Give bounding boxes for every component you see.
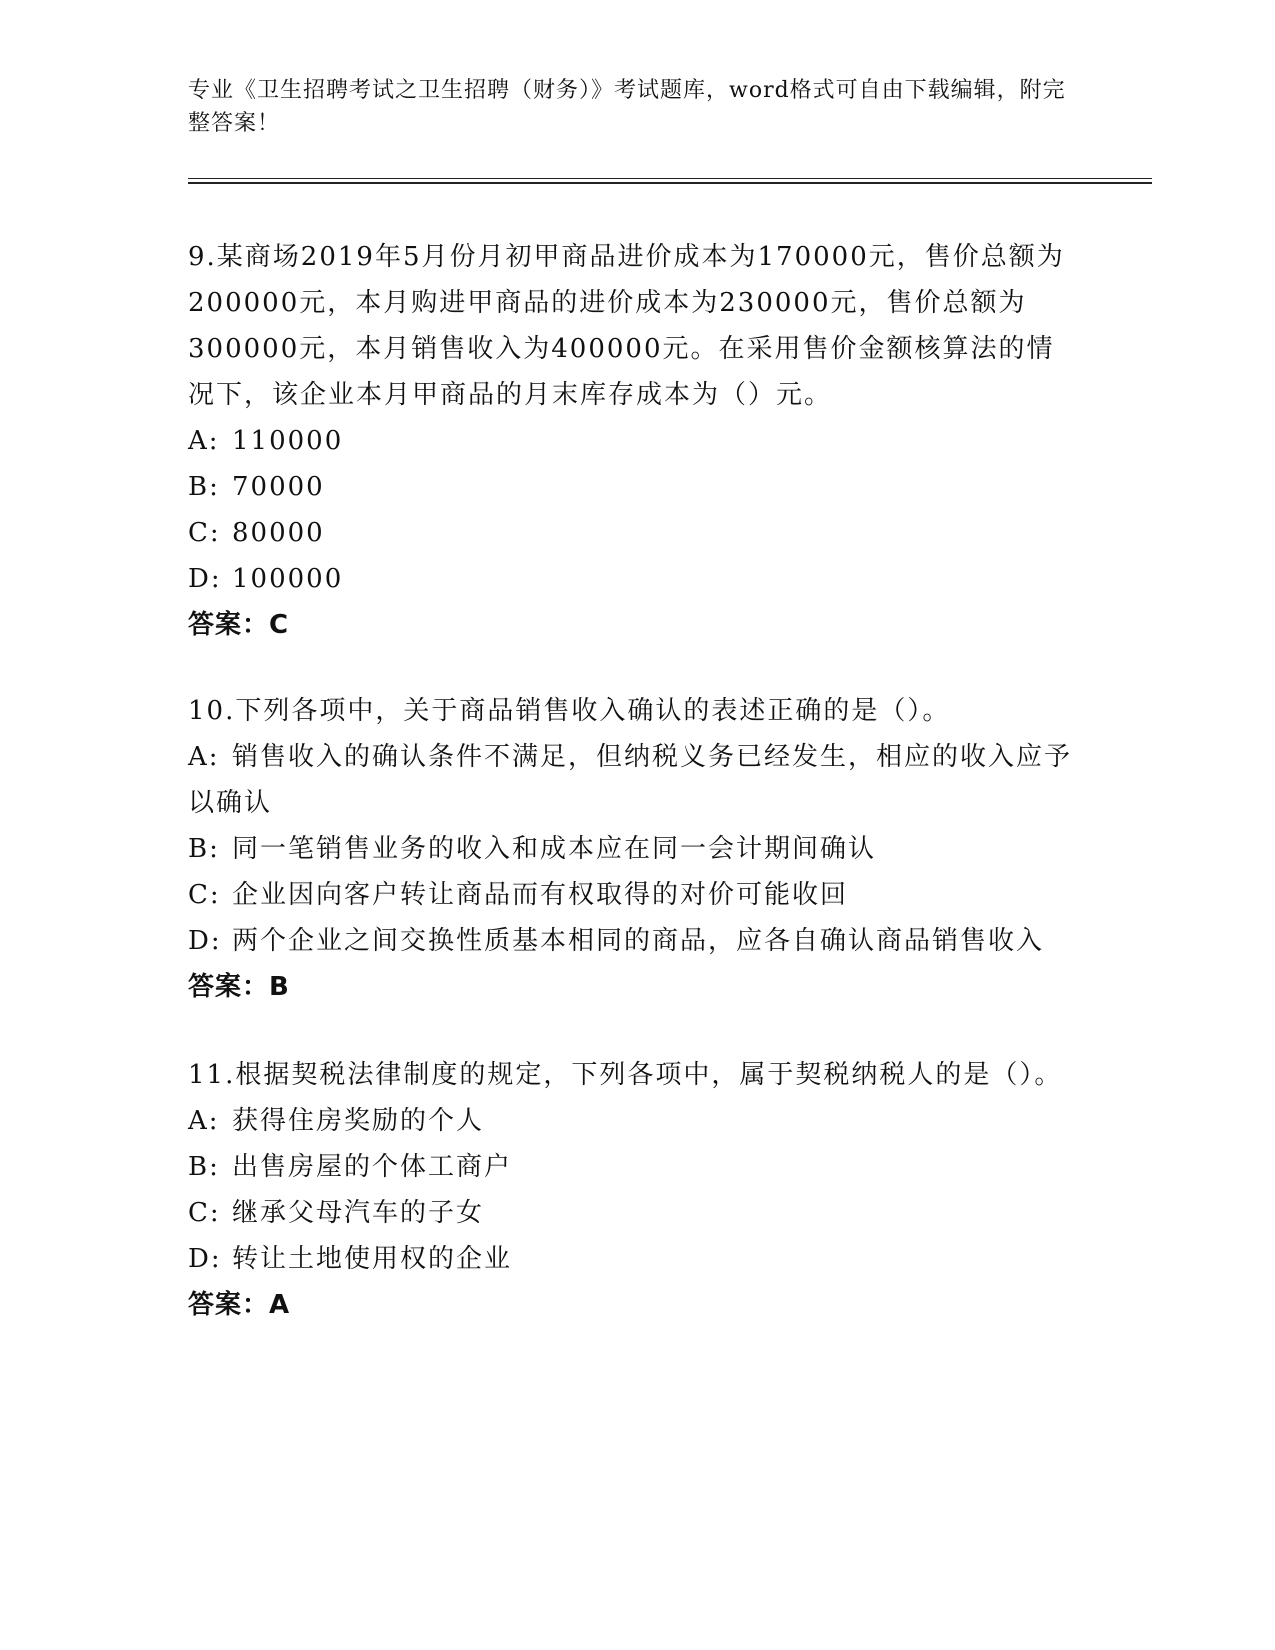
option-letter: C: <box>188 1198 221 1228</box>
option-text: 转让土地使用权的企业 <box>232 1244 513 1274</box>
option-c <box>188 510 1078 556</box>
option-text: 80000 <box>232 518 325 548</box>
question-9 <box>188 234 1078 648</box>
option-text: 70000 <box>232 472 325 502</box>
option-d <box>188 556 1078 602</box>
question-stem: 11.根据契税法律制度的规定，下列各项中，属于契税纳税人的是（）。 <box>188 1060 1063 1090</box>
document-header: 专业《卫生招聘考试之卫生招聘（财务）》考试题库，word格式可自由下载编辑，附完整答案！ <box>188 78 1066 136</box>
question-stem: 10.下列各项中，关于商品销售收入确认的表述正确的是（）。 <box>188 696 951 726</box>
option-letter: C: <box>188 518 221 548</box>
option-text: 同一笔销售业务的收入和成本应在同一会计期间确认 <box>232 834 877 864</box>
answer-line: 答案：C <box>188 610 290 640</box>
option-text: 销售收入的确认条件不满足，但纳税义务已经发生，相应的收入应予以确认 <box>188 742 1073 818</box>
option-a <box>188 1098 1078 1144</box>
answer-line: 答案：B <box>188 972 290 1002</box>
option-a <box>188 418 1078 464</box>
option-text: 企业因向客户转让商品而有权取得的对价可能收回 <box>232 880 849 910</box>
option-b <box>188 1144 1078 1190</box>
option-b <box>188 826 1078 872</box>
option-c <box>188 872 1078 918</box>
option-c <box>188 1190 1078 1236</box>
option-text: 获得住房奖励的个人 <box>232 1106 485 1136</box>
option-letter: D: <box>188 564 222 594</box>
option-letter: D: <box>188 1244 222 1274</box>
option-letter: A: <box>188 742 220 772</box>
option-text: 110000 <box>232 426 344 456</box>
option-letter: A: <box>188 1106 220 1136</box>
option-text: 出售房屋的个体工商户 <box>232 1152 513 1182</box>
option-text: 100000 <box>232 564 344 594</box>
option-letter: B: <box>188 834 220 864</box>
option-letter: C: <box>188 880 221 910</box>
option-text: 继承父母汽车的子女 <box>232 1198 485 1228</box>
option-a <box>188 734 1078 826</box>
option-letter: A: <box>188 426 220 456</box>
question-stem: 9.某商场2019年5月份月初甲商品进价成本为170000元，售价总额为200000元，本月购进甲商品的进价成本为230000元，售价总额为300000元，本月销售收入为400000元。在采用售价金额核算法的情况下，该企业本月甲商品的月末库存成本为（）元。 <box>188 242 1065 410</box>
option-b <box>188 464 1078 510</box>
option-text: 两个企业之间交换性质基本相同的商品，应各自确认商品销售收入 <box>232 926 1045 956</box>
header-divider-bottom <box>188 182 1152 184</box>
header-divider-top <box>188 178 1152 179</box>
option-letter: B: <box>188 472 220 502</box>
question-11 <box>188 1052 1078 1328</box>
option-letter: D: <box>188 926 222 956</box>
option-letter: B: <box>188 1152 220 1182</box>
option-d <box>188 918 1078 964</box>
question-10 <box>188 688 1078 1010</box>
option-d <box>188 1236 1078 1282</box>
answer-line: 答案：A <box>188 1290 291 1320</box>
